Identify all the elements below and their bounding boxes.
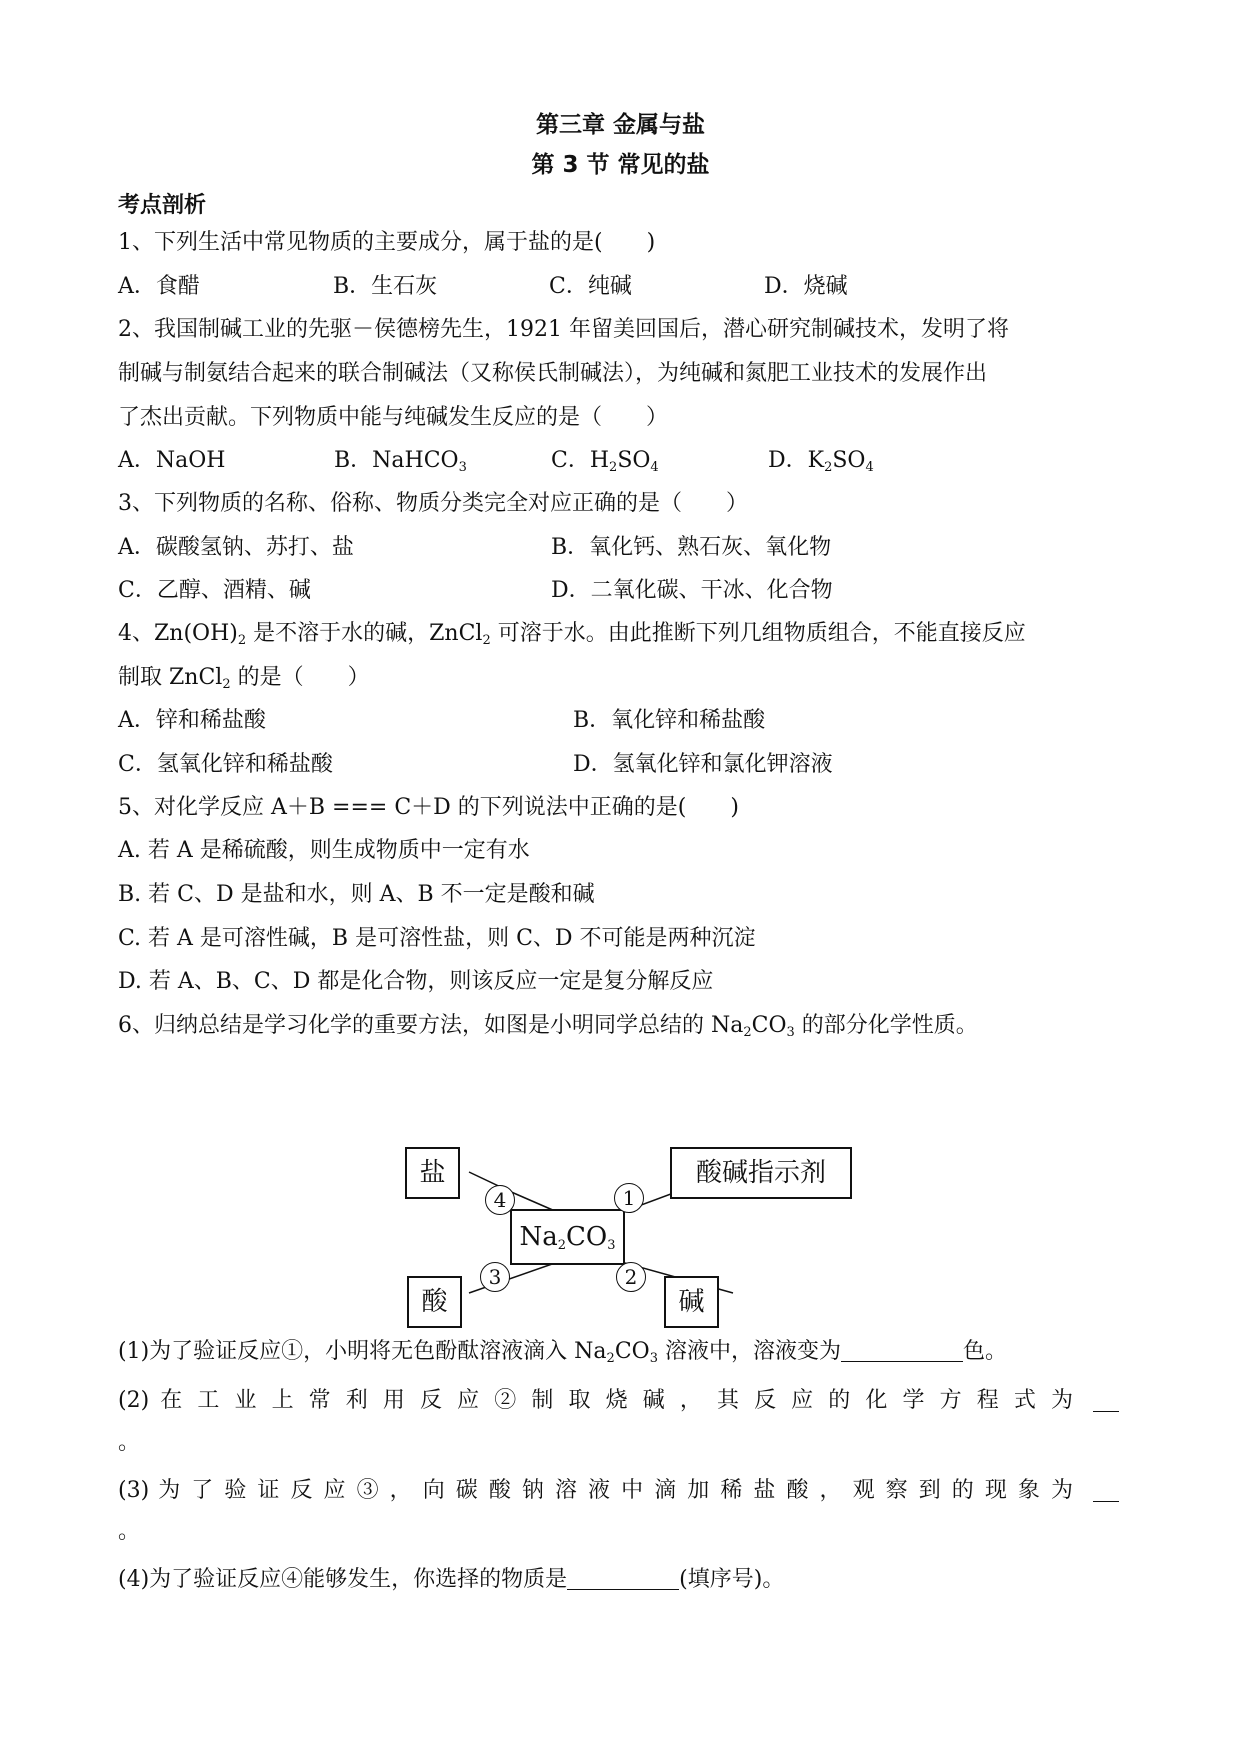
q1-option-a: A．食醋 [118,274,200,299]
q1-option-c: C．纯碱 [549,274,632,299]
answer-blank-2[interactable] [1093,1389,1119,1412]
q6-part-1: (1)为了验证反应①，小明将无色酚酞溶液滴入 $Na_2CO_3$ 溶液中，溶液变为 色。 [118,1339,1007,1366]
q3-stem: 3、下列物质的名称、俗称、物质分类完全对应正确的是（ ） [118,491,748,516]
q3-option-b: B．氧化钙、熟石灰、氧化物 [551,535,832,560]
diagram-label-4: 4 [485,1185,515,1215]
q6-stem: 6、归纳总结是学习化学的重要方法，如图是小明同学总结的 $Na_2CO_3$ 的部分化学性质。 [118,1013,978,1040]
q2-option-d: D．$K_2SO_4$ [768,448,874,475]
q2-option-c: C．$H_2SO_4$ [551,448,659,475]
diagram-box-salt: 盐 [405,1147,460,1199]
q6-part-3-end: 。 [118,1519,141,1544]
q1-option-b: B．生石灰 [333,274,438,299]
diagram-box-base: 碱 [664,1276,719,1328]
q3-option-d: D．二氧化碳、干冰、化合物 [551,578,833,603]
q5-option-d: D. 若 A、B、C、D 都是化合物，则该反应一定是复分解反应 [118,969,714,994]
q4-line-2: 制取 ZnCl$_2$ 的是（ ） [118,665,370,692]
chapter-title: 第三章 金属与盐 [535,112,705,138]
q3-option-a: A．碳酸氢钠、苏打、盐 [118,535,354,560]
q6-part-2-end: 。 [118,1430,141,1455]
diagram-label-1: 1 [614,1183,644,1213]
diagram-box-indicator: 酸碱指示剂 [670,1147,852,1199]
q4-option-d: D．氢氧化锌和氯化钾溶液 [573,752,833,777]
q4-line-1: 4、$Zn(OH)_2$ 是不溶于水的碱，ZnCl$_2$ 可溶于水。由此推断下列几组物质组合，不能直接反应 [118,621,1026,648]
answer-blank-1[interactable] [841,1339,963,1362]
q6-part-3-text: (3) 为 了 验 证 反 应 ③ ， 向 碳 酸 钠 溶 液 中 滴 加 稀 盐 酸 ， 观 察 到 的 现 象 为 [118,1478,1073,1503]
diagram-label-3: 3 [480,1262,510,1292]
answer-blank-3[interactable] [1093,1479,1119,1502]
q4-option-c: C．氢氧化锌和稀盐酸 [118,752,333,777]
diagram-box-acid: 酸 [407,1276,462,1328]
q6-part-4: (4)为了验证反应④能够发生，你选择的物质是 (填序号)。 [118,1567,785,1592]
diagram-box-na2co3: $Na_2CO_3$ [510,1209,625,1265]
section-title: 第 3 节 常见的盐 [531,152,710,178]
q2-line-3: 了杰出贡献。下列物质中能与纯碱发生反应的是（ ） [118,405,669,430]
q1-option-d: D．烧碱 [764,274,848,299]
q2-option-a: A．NaOH [118,448,226,473]
q2-option-b: B．NaHCO$_3$ [334,448,467,475]
q1-stem: 1、下列生活中常见物质的主要成分，属于盐的是( ) [118,230,656,255]
diagram-label-2: 2 [616,1262,646,1292]
q2-line-1: 2、我国制碱工业的先驱－侯德榜先生，1921 年留美回国后，潜心研究制碱技术，发明了将 [118,317,1009,342]
q5-stem: 5、对化学反应 A＋B === C＋D 的下列说法中正确的是( ) [118,795,739,820]
q5-option-b: B. 若 C、D 是盐和水，则 A、B 不一定是酸和碱 [118,882,595,907]
q2-line-2: 制碱与制氨结合起来的联合制碱法（又称侯氏制碱法），为纯碱和氮肥工业技术的发展作出 [118,361,988,386]
q5-option-c: C. 若 A 是可溶性碱，B 是可溶性盐，则 C、D 不可能是两种沉淀 [118,926,756,951]
q3-option-c: C．乙醇、酒精、碱 [118,578,311,603]
q6-part-2-text: (2) 在 工 业 上 常 利 用 反 应 ② 制 取 烧 碱 ， 其 反 应 的 化 学 方 程 式 为 [118,1388,1073,1413]
answer-blank-4[interactable] [567,1567,679,1590]
q4-option-a: A．锌和稀盐酸 [118,708,266,733]
q4-option-b: B．氧化锌和稀盐酸 [573,708,766,733]
q5-option-a: A. 若 A 是稀硫酸，则生成物质中一定有水 [118,838,530,863]
section-label: 考点剖析 [118,193,207,218]
